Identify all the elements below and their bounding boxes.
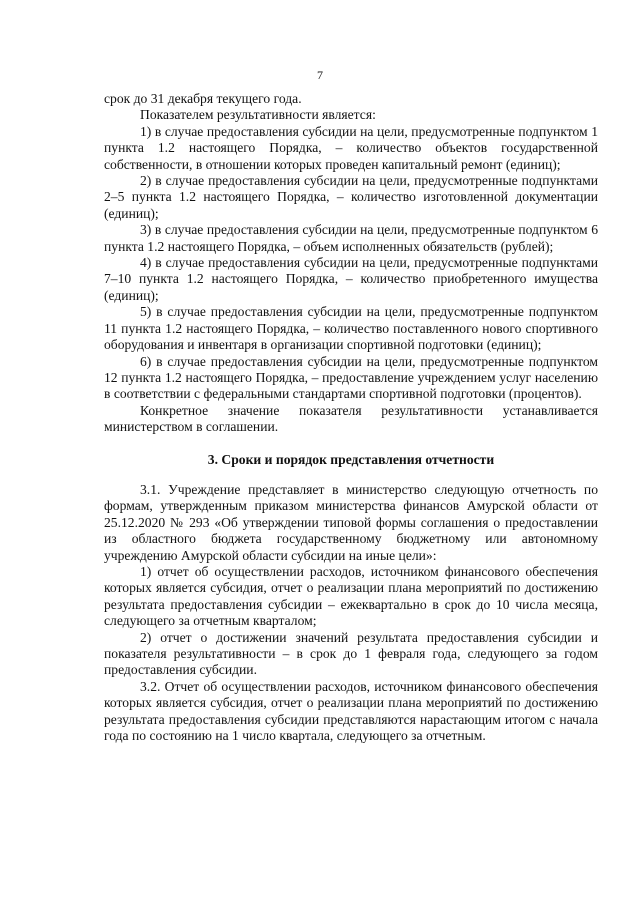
list-item: 4) в случае предоставления субсидии на цели, предусмотренные подпунктами 7–10 пункта 1.2 настоящего Порядка, – количество приобретенного имущества (единиц);: [104, 255, 598, 303]
list-item: 6) в случае предоставления субсидии на цели, предусмотренные подпунктом 12 пункта 1.2 настоящего Порядка, – предоставление учреждением услуг населению в соответствии с федеральными стандартами спортивной подготовки (процентов).: [104, 353, 598, 402]
list-item: 2) отчет о достижении значений результата предоставления субсидии и показателя результативности – в срок до 1 февраля года, следующего за годом предоставления субсидии.: [104, 629, 598, 678]
list-item: 5) в случае предоставления субсидии на цели, предусмотренные подпунктом 11 пункта 1.2 настоящего Порядка, – количество поставленного нового спортивного оборудования и инвентаря в организации спортивной подготовки (единиц);: [104, 304, 598, 353]
section-heading: 3. Сроки и порядок представления отчетности: [207, 451, 495, 467]
paragraph: Показателем результативности является:: [140, 107, 376, 123]
paragraph: 3.2. Отчет об осуществлении расходов, источником финансового обеспечения которых является субсидия, отчет о реализации плана мероприятий по достижению результата предоставления субсидии представляются нарастающим итогом с начала года по состоянию на 1 число квартала, следующего за отчетным.: [104, 678, 598, 744]
list-item: 3) в случае предоставления субсидии на цели, предусмотренные подпунктом 6 пункта 1.2 настоящего Порядка, – объем исполненных обязательств (рублей);: [104, 222, 598, 254]
list-item: 2) в случае предоставления субсидии на цели, предусмотренные подпунктами 2–5 пункта 1.2 настоящего Порядка, – количество изготовленной документации (единиц);: [104, 173, 598, 221]
list-item: 1) отчет об осуществлении расходов, источником финансового обеспечения которых является субсидия, отчет о реализации плана мероприятий по достижению результата предоставления субсидии – ежеквартально в срок до 10 числа месяца, следующего за отчетным кварталом;: [104, 563, 598, 629]
document-body: [104, 91, 598, 744]
paragraph: Конкретное значение показателя результативности устанавливается министерством в соглашении.: [104, 402, 598, 435]
paragraph: 3.1. Учреждение представляет в министерство следующую отчетность по формам, утвержденным приказом министерства финансов Амурской области от 25.12.2020 № 293 «Об утверждении типовой формы соглашения о предоставлении из областного бюджета государственному бюджетному или автономному учреждению Амурской области субсидии на иные цели»:: [104, 481, 598, 563]
paragraph: срок до 31 декабря текущего года.: [104, 91, 302, 106]
list-item: 1) в случае предоставления субсидии на цели, предусмотренные подпунктом 1 пункта 1.2 настоящего Порядка, – количество объектов государственной собственности, в отношении которых проведен капитальный ремонт (единиц);: [104, 123, 598, 172]
page-number: 7: [317, 68, 323, 82]
